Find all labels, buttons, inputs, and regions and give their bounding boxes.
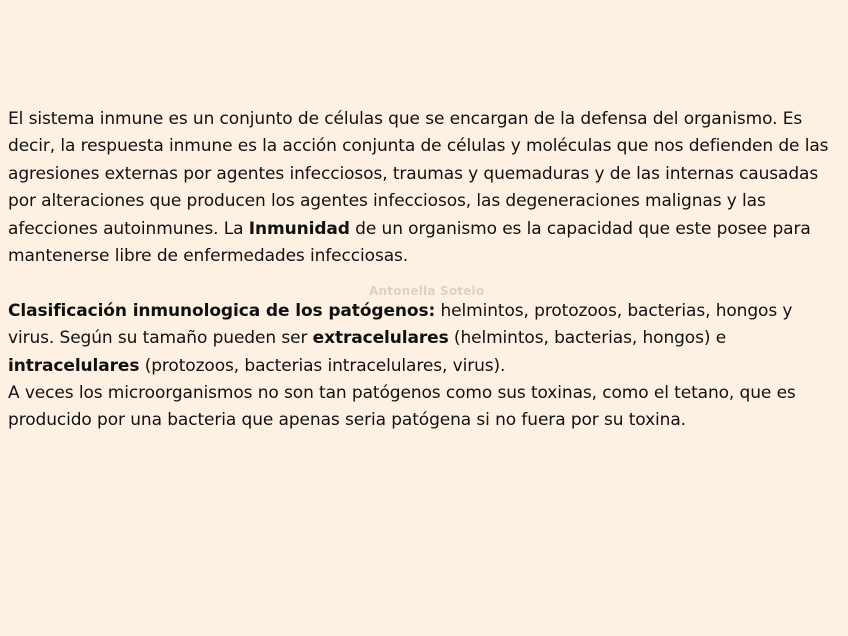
term-extracelulares: extracelulares	[312, 328, 449, 349]
term-inmunidad: Inmunidad	[248, 218, 350, 239]
section-heading-clasificacion: Clasificación inmunologica de los patógenos:	[8, 300, 436, 321]
paragraph-sistema-inmune	[8, 106, 840, 270]
paragraph-text: de un organismo es la capacidad que este posee para mantenerse libre de enfermedades infecciosas.	[8, 218, 811, 267]
paragraph-text: A veces los microorganismos no son tan patógenos como sus toxinas, como el tetano, que es producido por una bacteria que apenas seria patógena si no fuera por su toxina.	[8, 383, 796, 431]
paragraph-text: (helmintos, bacterias, hongos) e	[448, 328, 727, 349]
paragraph-text: (protozoos, bacterias intracelulares, virus).	[139, 355, 506, 376]
document-body	[8, 106, 840, 435]
paragraph-text: El sistema inmune es un conjunto de células que se encargan de la defensa del organismo. Es decir, la respuesta inmune es la acción conjunta de células y moléculas que nos defienden de las agresiones externas por agentes infecciosos, traumas y quemaduras y de las internas causadas por alteraciones que producen los agentes infecciosos, las degeneraciones malignas y las afecciones autoinmunes. La	[8, 109, 829, 239]
author-watermark: Antonella Sotelo	[369, 284, 485, 298]
paragraph-clasificacion	[8, 298, 840, 380]
paragraph-toxinas	[8, 380, 840, 435]
paragraph-text: helmintos, protozoos, bacterias, hongos y virus. Según su tamaño pueden ser	[8, 300, 793, 349]
term-intracelulares: intracelulares	[8, 355, 140, 376]
